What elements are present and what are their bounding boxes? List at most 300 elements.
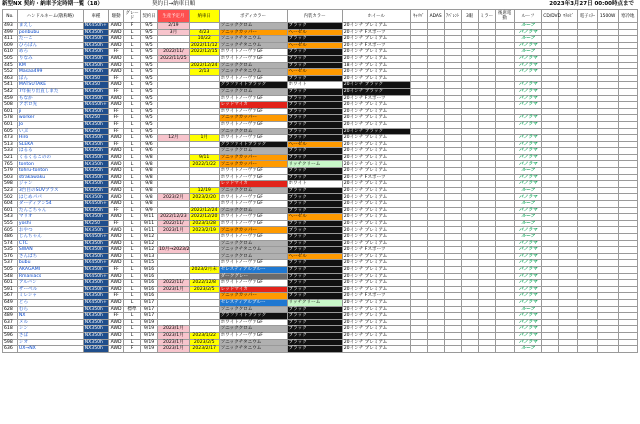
table-cell: AWD: [110, 174, 122, 180]
table-cell: [559, 69, 578, 76]
column-header[interactable]: 契約日: [141, 10, 158, 23]
column-header[interactable]: 電子ﾐﾗｰ: [578, 10, 597, 23]
table-cell: [410, 234, 427, 241]
table-cell: [444, 207, 461, 214]
table-cell: [410, 154, 427, 161]
table-cell: NX450h+: [84, 102, 107, 108]
table-cell: [478, 253, 495, 260]
table-cell: [559, 62, 578, 69]
table-cell: L: [124, 319, 141, 326]
table-cell: [578, 187, 597, 194]
table-cell: [461, 194, 478, 201]
table-cell: パノラマ: [514, 42, 542, 49]
table-cell: [461, 286, 478, 293]
table-cell: [158, 299, 190, 306]
table-cell: [578, 293, 597, 300]
table-cell: [495, 75, 514, 82]
table-cell: [427, 339, 444, 346]
table-cell: 20インチ Fスポーツ: [342, 42, 410, 49]
table-cell: ホワイトノーヴァGF: [219, 194, 287, 201]
table-cell: [427, 332, 444, 339]
table-cell: [427, 227, 444, 234]
table-row: [3, 214, 638, 221]
table-cell: 2022/12/8: [189, 280, 219, 287]
table-cell: NX350h: [83, 88, 108, 95]
table-cell: [461, 240, 478, 247]
table-cell: [444, 69, 461, 76]
table-cell: [158, 69, 190, 76]
table-cell: [495, 181, 514, 188]
table-cell: 2/13: [189, 69, 219, 76]
table-cell: [461, 247, 478, 254]
table-cell: [427, 220, 444, 227]
table-cell: [478, 319, 495, 326]
table-cell: ホワイトノーヴァGF: [219, 201, 287, 208]
table-cell: ホワイトノーヴァGF: [219, 174, 287, 181]
table-cell: [618, 69, 637, 76]
column-header[interactable]: 1500W: [597, 10, 618, 23]
column-header[interactable]: ミラー: [478, 10, 495, 23]
table-row: [3, 75, 638, 82]
table-cell: [559, 121, 578, 128]
table-cell: FF: [109, 115, 124, 122]
table-cell: AWD: [110, 333, 122, 338]
table-cell: ブラック: [287, 108, 342, 115]
table-cell: [495, 88, 514, 95]
table-cell: [597, 69, 618, 76]
table-cell: パノラマ: [514, 326, 542, 333]
table-cell: ソニックチタニウム: [219, 42, 287, 49]
table-row: [3, 253, 638, 260]
table-cell: [189, 148, 219, 155]
table-cell: [542, 135, 559, 142]
table-cell: ブラック: [287, 102, 342, 109]
table-cell: [444, 306, 461, 313]
table-cell: FF: [109, 108, 124, 115]
table-cell: [618, 260, 637, 267]
table-cell: [427, 42, 444, 49]
table-cell: [578, 128, 597, 135]
table-cell: 502: [3, 194, 18, 201]
table-cell: ブラック: [287, 346, 342, 353]
table-row: [3, 260, 638, 267]
table-cell: [444, 161, 461, 168]
table-cell: [427, 214, 444, 221]
table-cell: メル: [17, 319, 83, 326]
table-cell: [444, 266, 461, 273]
table-cell: L: [124, 141, 141, 148]
table-cell: ブラック: [287, 227, 342, 234]
table-cell: ソニックカッパー: [219, 115, 287, 122]
table-cell: [427, 88, 444, 95]
table-cell: [427, 102, 444, 109]
table-cell: [495, 23, 514, 30]
table-cell: [514, 108, 542, 115]
column-header[interactable]: 生産予定月: [158, 10, 190, 23]
table-row: [3, 141, 638, 148]
table-cell: [559, 227, 578, 234]
table-cell: [618, 319, 637, 326]
table-cell: [444, 253, 461, 260]
table-cell: ブラック: [287, 194, 342, 201]
table-cell: yoshi: [17, 220, 83, 227]
table-cell: L: [124, 42, 141, 49]
table-cell: 20インチ ブラック: [342, 82, 410, 89]
table-cell: 2022/1/22: [189, 161, 219, 168]
table-cell: [478, 299, 495, 306]
table-cell: 20インチ プレミアム: [342, 214, 410, 221]
table-cell: NX350h: [83, 49, 108, 56]
table-cell: 489: [3, 313, 18, 320]
table-cell: Jo: [17, 121, 83, 128]
table-cell: [158, 313, 190, 320]
table-cell: L: [124, 29, 141, 36]
table-cell: NX350h: [83, 62, 108, 69]
table-cell: L: [124, 121, 141, 128]
table-cell: ルーフ: [514, 201, 542, 208]
table-cell: さぼ: [17, 332, 83, 339]
table-cell: [618, 148, 637, 155]
table-row: [3, 69, 638, 76]
column-header[interactable]: グレード: [125, 11, 139, 21]
table-cell: [444, 55, 461, 62]
table-cell: [444, 247, 461, 254]
table-cell: 505: [3, 55, 18, 62]
table-row: [3, 115, 638, 122]
table-cell: NX350h: [83, 240, 108, 247]
table-cell: ブラック: [287, 135, 342, 142]
table-cell: NX350h: [83, 207, 108, 214]
table-cell: 9/16: [141, 273, 158, 280]
table-cell: ルーフ: [514, 234, 542, 241]
table-cell: [478, 332, 495, 339]
table-cell: NX350h: [83, 227, 108, 234]
table-cell: [597, 280, 618, 287]
column-header[interactable]: 3眼: [461, 10, 478, 23]
title-bar: [0, 0, 640, 8]
table-cell: [158, 42, 190, 49]
table-cell: NX: [17, 313, 83, 320]
column-header[interactable]: 寒冷地: [618, 10, 637, 23]
table-cell: ponbubu: [17, 29, 83, 36]
table-cell: AWD: [110, 56, 122, 62]
table-cell: [597, 339, 618, 346]
table-cell: [495, 148, 514, 155]
table-cell: 20インチ プレミアム: [342, 280, 410, 287]
table-cell: ブラック: [287, 36, 342, 43]
table-cell: 9/19: [141, 346, 158, 353]
table-cell: ダーディアン54: [17, 201, 83, 208]
table-cell: [618, 339, 637, 346]
table-cell: [542, 280, 559, 287]
table-cell: [542, 141, 559, 148]
column-header[interactable]: 駆動: [109, 10, 124, 23]
table-cell: [427, 260, 444, 267]
table-cell: 20インチ Fスポーツ: [342, 293, 410, 300]
table-cell: [559, 23, 578, 30]
table-cell: [444, 121, 461, 128]
table-cell: L: [124, 240, 141, 247]
table-cell: [444, 313, 461, 320]
table-cell: ソニックチタニウム: [219, 36, 287, 43]
table-cell: [597, 88, 618, 95]
column-header[interactable]: 車種: [83, 10, 108, 23]
table-cell: [189, 201, 219, 208]
table-row: [3, 62, 638, 69]
table-cell: [495, 286, 514, 293]
table-cell: [478, 306, 495, 313]
table-cell: [559, 306, 578, 313]
table-cell: [410, 88, 427, 95]
table-cell: 2022/12/24: [190, 62, 218, 68]
table-cell: [578, 108, 597, 115]
table-cell: [410, 346, 427, 353]
column-header[interactable]: CD/DVD: [542, 10, 559, 23]
table-cell: [618, 240, 637, 247]
table-cell: NX350h: [83, 161, 108, 168]
table-cell: [189, 168, 219, 175]
table-cell: [461, 49, 478, 56]
table-cell: ホワイト: [287, 181, 342, 188]
column-header[interactable]: ﾏﾗﾙﾋﾞ: [559, 10, 578, 23]
table-cell: [542, 326, 559, 333]
table-cell: [478, 102, 495, 109]
table-cell: 445: [3, 62, 18, 69]
table-row: [3, 36, 638, 43]
column-header[interactable]: 後席電動: [495, 10, 514, 23]
table-cell: たんごちゃん: [17, 207, 83, 214]
table-cell: 618: [3, 326, 18, 333]
table-cell: 2022/11/12: [190, 42, 218, 48]
table-cell: [597, 29, 618, 36]
table-cell: パノラマ: [514, 240, 542, 247]
table-cell: パノラマ: [514, 194, 542, 201]
table-cell: L: [124, 161, 141, 168]
table-cell: 20インチ プレミアム: [342, 306, 410, 313]
table-cell: [597, 332, 618, 339]
table-cell: どろ: [17, 299, 83, 306]
table-cell: [478, 181, 495, 188]
table-cell: [410, 319, 427, 326]
column-header[interactable]: ADAS: [427, 10, 444, 23]
table-cell: [495, 108, 514, 115]
table-cell: [495, 339, 514, 346]
table-cell: [495, 29, 514, 36]
table-cell: [495, 174, 514, 181]
table-cell: 12月: [158, 135, 190, 142]
table-cell: 3台目のSUVプラス: [17, 187, 83, 194]
table-cell: 20インチ プレミアム: [342, 115, 410, 122]
table-cell: [444, 115, 461, 122]
table-cell: AWD: [110, 260, 122, 266]
table-cell: ホワイトノーヴァGF: [219, 108, 287, 115]
table-cell: [618, 326, 637, 333]
table-cell: NX250: [83, 128, 108, 135]
table-cell: [189, 326, 219, 333]
table-cell: 9/12: [141, 247, 158, 254]
table-cell: AWD: [110, 194, 122, 200]
table-cell: [427, 194, 444, 201]
table-cell: 10月→2023/2: [159, 247, 190, 253]
table-cell: L: [124, 115, 141, 122]
table-cell: 596: [3, 332, 18, 339]
table-cell: [618, 194, 637, 201]
table-cell: ヘーゼル: [287, 69, 342, 76]
table-cell: 2023/1月: [158, 286, 190, 293]
table-cell: NX350h: [83, 108, 108, 115]
column-header[interactable]: 納車日: [189, 10, 219, 23]
table-row: [3, 23, 638, 30]
table-cell: L: [124, 108, 141, 115]
table-cell: NX450h+: [84, 260, 107, 266]
table-cell: [461, 128, 478, 135]
table-cell: ホワイトノーヴァGF: [219, 55, 287, 62]
table-cell: [461, 174, 478, 181]
table-cell: [461, 29, 478, 36]
table-cell: L: [124, 154, 141, 161]
table-cell: [495, 201, 514, 208]
table-cell: [597, 62, 618, 69]
table-cell: 20インチ プレミアム: [342, 135, 410, 142]
table-cell: [495, 154, 514, 161]
column-header[interactable]: ハンドルネーム(敬称略): [17, 10, 83, 23]
table-cell: L: [124, 102, 141, 109]
table-cell: [618, 293, 637, 300]
table-cell: 2023/2月: [158, 194, 190, 201]
table-cell: ダークグレー: [219, 273, 287, 280]
table-cell: [542, 339, 559, 346]
table-cell: 636: [3, 346, 18, 353]
table-cell: [410, 240, 427, 247]
table-cell: [478, 36, 495, 43]
table-body: [3, 23, 638, 353]
table-cell: 579: [3, 168, 18, 175]
table-cell: パノラマ: [514, 313, 542, 320]
table-cell: りなみ: [17, 55, 83, 62]
table-cell: ブラック: [287, 55, 342, 62]
table-cell: 521: [3, 154, 18, 161]
table-cell: 20インチ プレミアム: [342, 69, 410, 76]
table-cell: NX350h: [83, 346, 108, 353]
table-cell: [578, 181, 597, 188]
table-row: [3, 42, 638, 49]
table-cell: [478, 201, 495, 208]
table-cell: 9/6: [141, 135, 158, 142]
table-cell: [618, 299, 637, 306]
table-cell: ブラック: [287, 266, 342, 273]
column-header[interactable]: ボディカラー: [219, 10, 287, 23]
column-header[interactable]: ｷｬﾘﾊﾟ: [410, 10, 427, 23]
table-cell: [478, 168, 495, 175]
table-cell: ブラック: [287, 240, 342, 247]
table-cell: 9/5: [141, 108, 158, 115]
table-cell: 649: [3, 299, 18, 306]
table-cell: ソニックカッパー: [219, 154, 287, 161]
table-cell: [559, 266, 578, 273]
table-cell: 2023/1月: [158, 227, 190, 234]
table-cell: [559, 332, 578, 339]
table-row: [3, 102, 638, 109]
table-row: [3, 128, 638, 135]
table-cell: 20インチ Fスポーツ: [342, 29, 410, 36]
table-cell: 9/8: [141, 168, 158, 175]
table-cell: [495, 168, 514, 175]
table-cell: [478, 187, 495, 194]
table-cell: 9/5: [141, 29, 158, 36]
table-cell: ブラック: [287, 168, 342, 175]
table-cell: [444, 214, 461, 221]
table-cell: ブラック: [287, 332, 342, 339]
table-cell: 9/19: [141, 326, 158, 333]
table-cell: L: [124, 326, 141, 333]
table-cell: 10/22: [189, 36, 219, 43]
table-cell: [578, 62, 597, 69]
table-cell: [410, 115, 427, 122]
table-cell: NX350h: [83, 95, 108, 102]
table-cell: AWD: [110, 214, 122, 220]
table-cell: NX350h: [83, 148, 108, 155]
table-cell: 20インチ プレミアム: [342, 201, 410, 208]
table-cell: [478, 247, 495, 254]
column-header[interactable]: No.: [3, 10, 18, 23]
table-cell: AWD: [110, 102, 122, 108]
column-header[interactable]: ルーフ: [514, 10, 542, 23]
table-cell: [478, 234, 495, 241]
table-cell: ソニックチタニウム: [219, 247, 287, 254]
table-cell: [559, 181, 578, 188]
table-cell: ヘーゼル: [287, 253, 342, 260]
table-cell: 2022/11/: [158, 49, 190, 56]
table-cell: 9/12: [141, 240, 158, 247]
table-row: [3, 207, 638, 214]
table-cell: ソニッククロム: [219, 62, 287, 69]
table-cell: [478, 326, 495, 333]
table-cell: 9/16: [141, 280, 158, 287]
table-cell: ソニッククロム: [219, 88, 287, 95]
table-cell: [410, 181, 427, 188]
table-cell: [542, 332, 559, 339]
table-cell: ルーフ: [514, 346, 542, 353]
table-cell: L: [124, 280, 141, 287]
table-cell: [559, 280, 578, 287]
table-cell: NX250: [83, 220, 108, 227]
column-header[interactable]: ｱﾊﾟﾚﾝﾄ: [444, 10, 461, 23]
table-cell: 609: [3, 42, 18, 49]
table-cell: [158, 75, 190, 82]
table-cell: 9/5: [141, 121, 158, 128]
table-cell: [559, 286, 578, 293]
table-cell: [495, 260, 514, 267]
table-cell: [578, 29, 597, 36]
table-cell: FF: [109, 313, 124, 320]
table-cell: 20インチ プレミアム: [342, 313, 410, 320]
table-cell: [427, 49, 444, 56]
table-row: [3, 234, 638, 241]
table-cell: ブラック: [287, 148, 342, 155]
table-cell: NX350h: [83, 154, 108, 161]
table-cell: 20インチ プレミアム: [342, 234, 410, 241]
table-cell: [444, 148, 461, 155]
table-cell: ブラック: [287, 201, 342, 208]
column-header[interactable]: ホイール: [342, 10, 410, 23]
table-row: [3, 247, 638, 254]
table-row: [3, 339, 638, 346]
table-cell: AWD: [110, 62, 122, 68]
column-header[interactable]: 内装カラー: [287, 10, 342, 23]
table-cell: [189, 141, 219, 148]
table-cell: [514, 128, 542, 135]
table-cell: [542, 346, 559, 353]
